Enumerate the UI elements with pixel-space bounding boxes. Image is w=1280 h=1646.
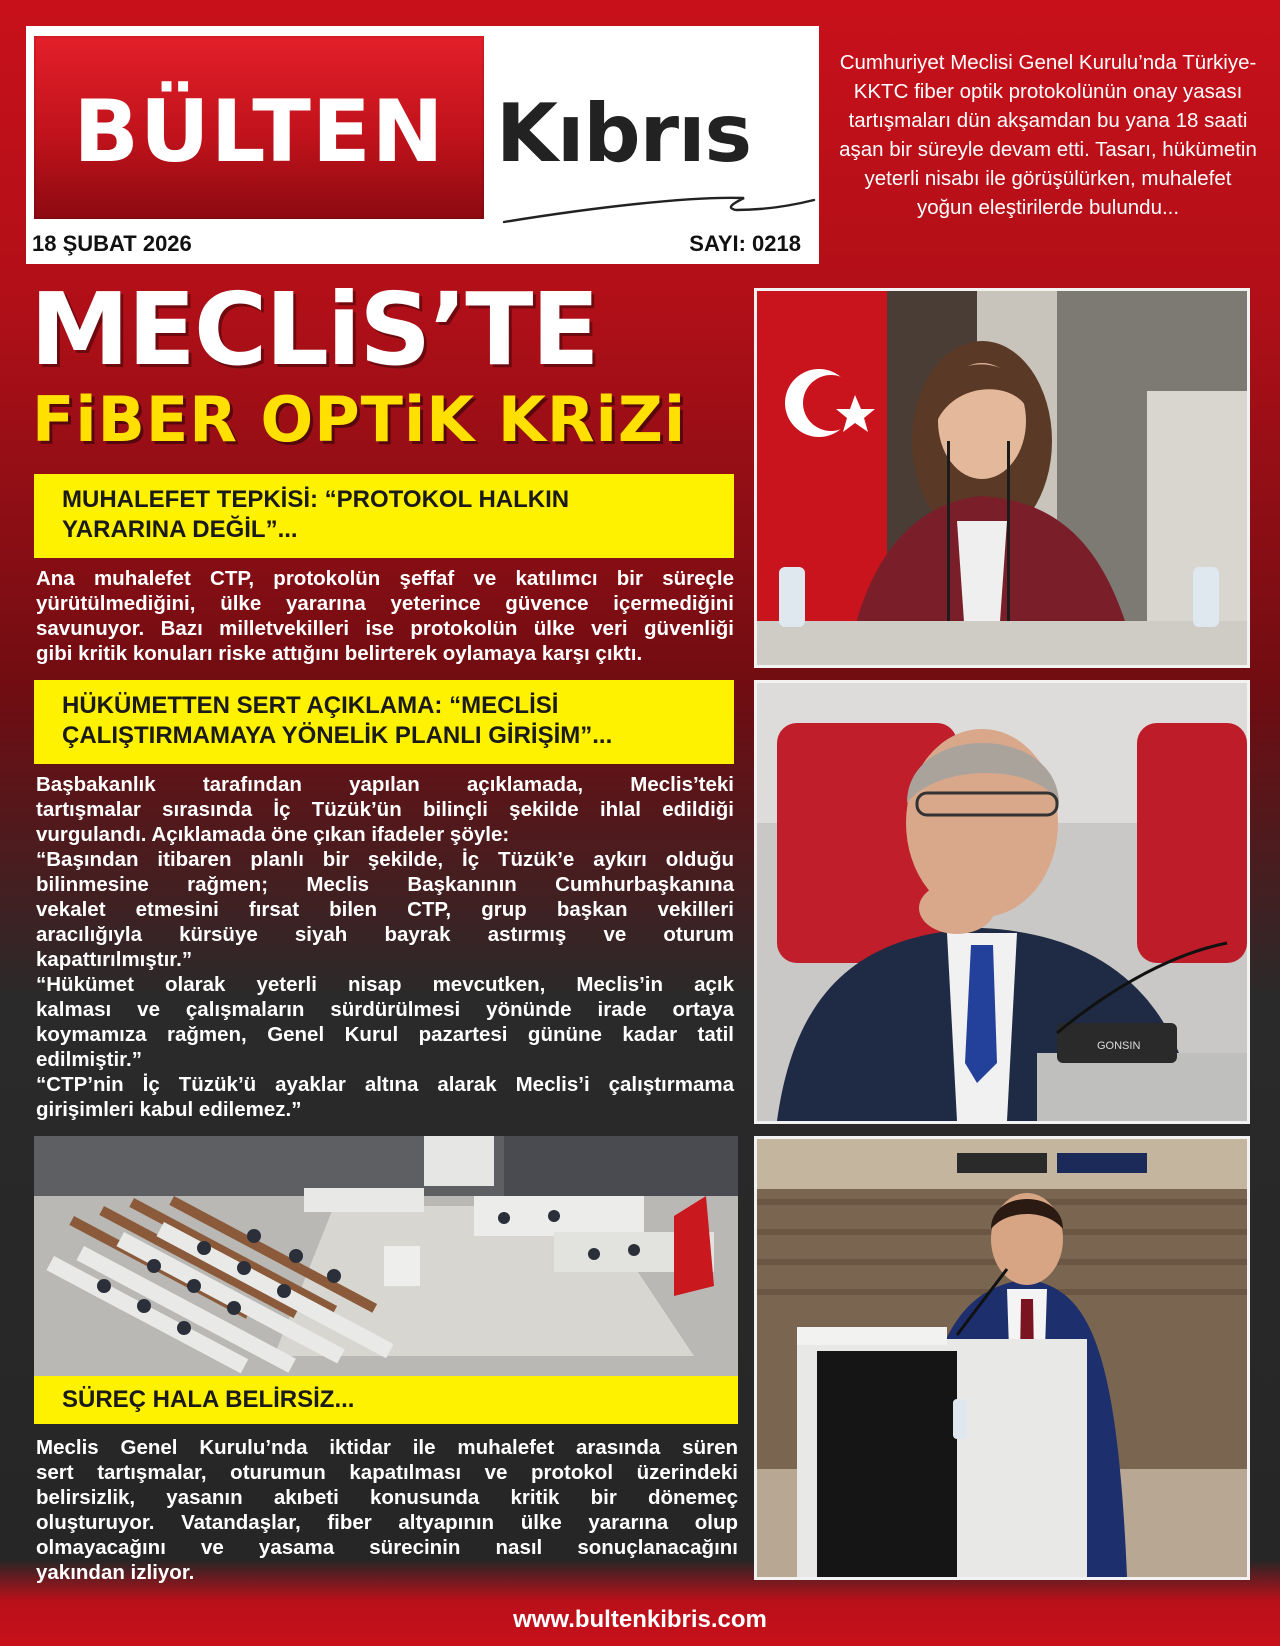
- section-title-bar: [34, 680, 734, 764]
- section-body: [36, 772, 734, 1122]
- body-line: edilmiştir.”: [36, 1048, 142, 1071]
- section-title-line: HÜKÜMETTEN SERT AÇIKLAMA: “MECLİSİ: [62, 692, 559, 719]
- body-line: yakından izliyor.: [36, 1561, 195, 1584]
- lead-paragraph: Cumhuriyet Meclisi Genel Kurulu’nda Türkiye-KKTC fiber optik protokolünün onay yasası tartışmaları dün akşamdan bu yana 18 saati aşan bir süreyle devam etti. Tasarı, hükümetin yeterli nisabı ile görüşülürken, muhalefet yoğun eleştirilerde bulundu...: [839, 51, 1257, 219]
- issue-date: 18 ŞUBAT 2026: [32, 231, 192, 256]
- section-body: [36, 566, 734, 666]
- logo-swoosh-icon: [500, 186, 820, 226]
- section-title-line: MUHALEFET TEPKİSİ: “PROTOKOL HALKIN: [62, 486, 570, 513]
- body-line: girişimleri kabul edilemez.”: [36, 1098, 302, 1121]
- logo-bulten: BÜLTEN: [73, 82, 445, 182]
- body-line: savunuyor. Bazı milletvekilleri ise protokolün ülke veri güvenliği: [36, 617, 734, 640]
- section-title-line: SÜREÇ HALA BELİRSİZ...: [62, 1386, 355, 1413]
- body-line: Başbakanlık tarafından yapılan açıklamada, Meclis’teki: [36, 773, 734, 796]
- body-line: bilinmesine rağmen; Meclis Başkanının Cumhurbaşkanına: [36, 873, 734, 896]
- body-line: Ana muhalefet CTP, protokolün şeffaf ve katılımcı bir süreçle: [36, 567, 734, 590]
- speaker-woman-illustration: [757, 291, 1247, 665]
- body-line: “Hükümet olarak yeterli nisap mevcutken, Meclis’in açık: [36, 973, 734, 996]
- section-body: [36, 1435, 738, 1585]
- issue-number: SAYI: 0218: [689, 231, 801, 256]
- body-line: oluşturuyor. Vatandaşlar, fiber altyapının ülke yararına olup: [36, 1511, 738, 1534]
- logo-kibris: Kıbrıs: [496, 87, 752, 180]
- body-line: vurgulandı. Açıklamada öne çıkan ifadeler şöyle:: [36, 823, 510, 846]
- body-line: sert tartışmalar, oturumun kapatılması ve protokol üzerindeki: [36, 1461, 738, 1484]
- speaker-man-podium-illustration: [757, 1139, 1247, 1577]
- minister-thinking-illustration: [757, 683, 1247, 1121]
- sub-headline: FiBER OPTiK KRiZi: [32, 383, 687, 456]
- body-line: koymamıza rağmen, Genel Kurul pazartesi gününe kadar tatil: [36, 1023, 734, 1046]
- plenary-hall-illustration: [34, 1136, 738, 1376]
- body-line: belirsizlik, yasanın akıbeti konusunda kritik bir dönemeç: [36, 1486, 738, 1509]
- speaker-man-podium-photo: [754, 1136, 1250, 1580]
- body-line: “CTP’nin İç Tüzük’ü ayaklar altına alarak Meclis’i çalıştırmama: [36, 1073, 734, 1096]
- website-url[interactable]: www.bultenkibris.com: [513, 1606, 767, 1633]
- body-line: tartışmalar sırasında İç Tüzük’ün bilinçli şekilde ihlal edildiği: [36, 798, 734, 821]
- masthead: [26, 26, 819, 264]
- section-title-bar: [34, 1376, 738, 1424]
- section-title-bar: [34, 474, 734, 558]
- body-line: Meclis Genel Kurulu’nda iktidar ile muhalefet arasında süren: [36, 1436, 738, 1459]
- body-line: kalması ve çalışmaların sürdürülmesi yönünde irade ortaya: [36, 998, 734, 1021]
- plenary-hall-photo: [34, 1136, 738, 1376]
- body-line: vekalet etmesini fırsat bilen CTP, grup başkan vekilleri: [36, 898, 734, 921]
- body-line: kapattırılmıştır.”: [36, 948, 193, 971]
- body-line: aracılığıyla kürsüye siyah bayrak astırmış ve oturum: [36, 923, 734, 946]
- body-line: gibi kritik konuları riske attığını belirterek oylamaya karşı çıktı.: [36, 642, 643, 665]
- body-line: olmayacağını ve yasama sürecinin nasıl sonuçlanacağını: [36, 1536, 738, 1559]
- logo-red-block: [34, 36, 484, 219]
- speaker-woman-photo: [754, 288, 1250, 668]
- minister-thinking-photo: [754, 680, 1250, 1124]
- section-title-line: ÇALIŞTIRMAMAYA YÖNELİK PLANLI GİRİŞİM”...: [62, 722, 613, 749]
- body-line: “Başından itibaren planlı bir şekilde, İç Tüzük’e aykırı olduğu: [36, 848, 734, 871]
- mic-brand-label: GONSIN: [1097, 1040, 1141, 1052]
- section-title-line: YARARINA DEĞİL”...: [62, 516, 298, 543]
- body-line: yürütülmediğini, ülke yararına yeterince güvence içermediğini: [36, 592, 734, 615]
- main-headline: MECLiS’TE: [30, 271, 598, 388]
